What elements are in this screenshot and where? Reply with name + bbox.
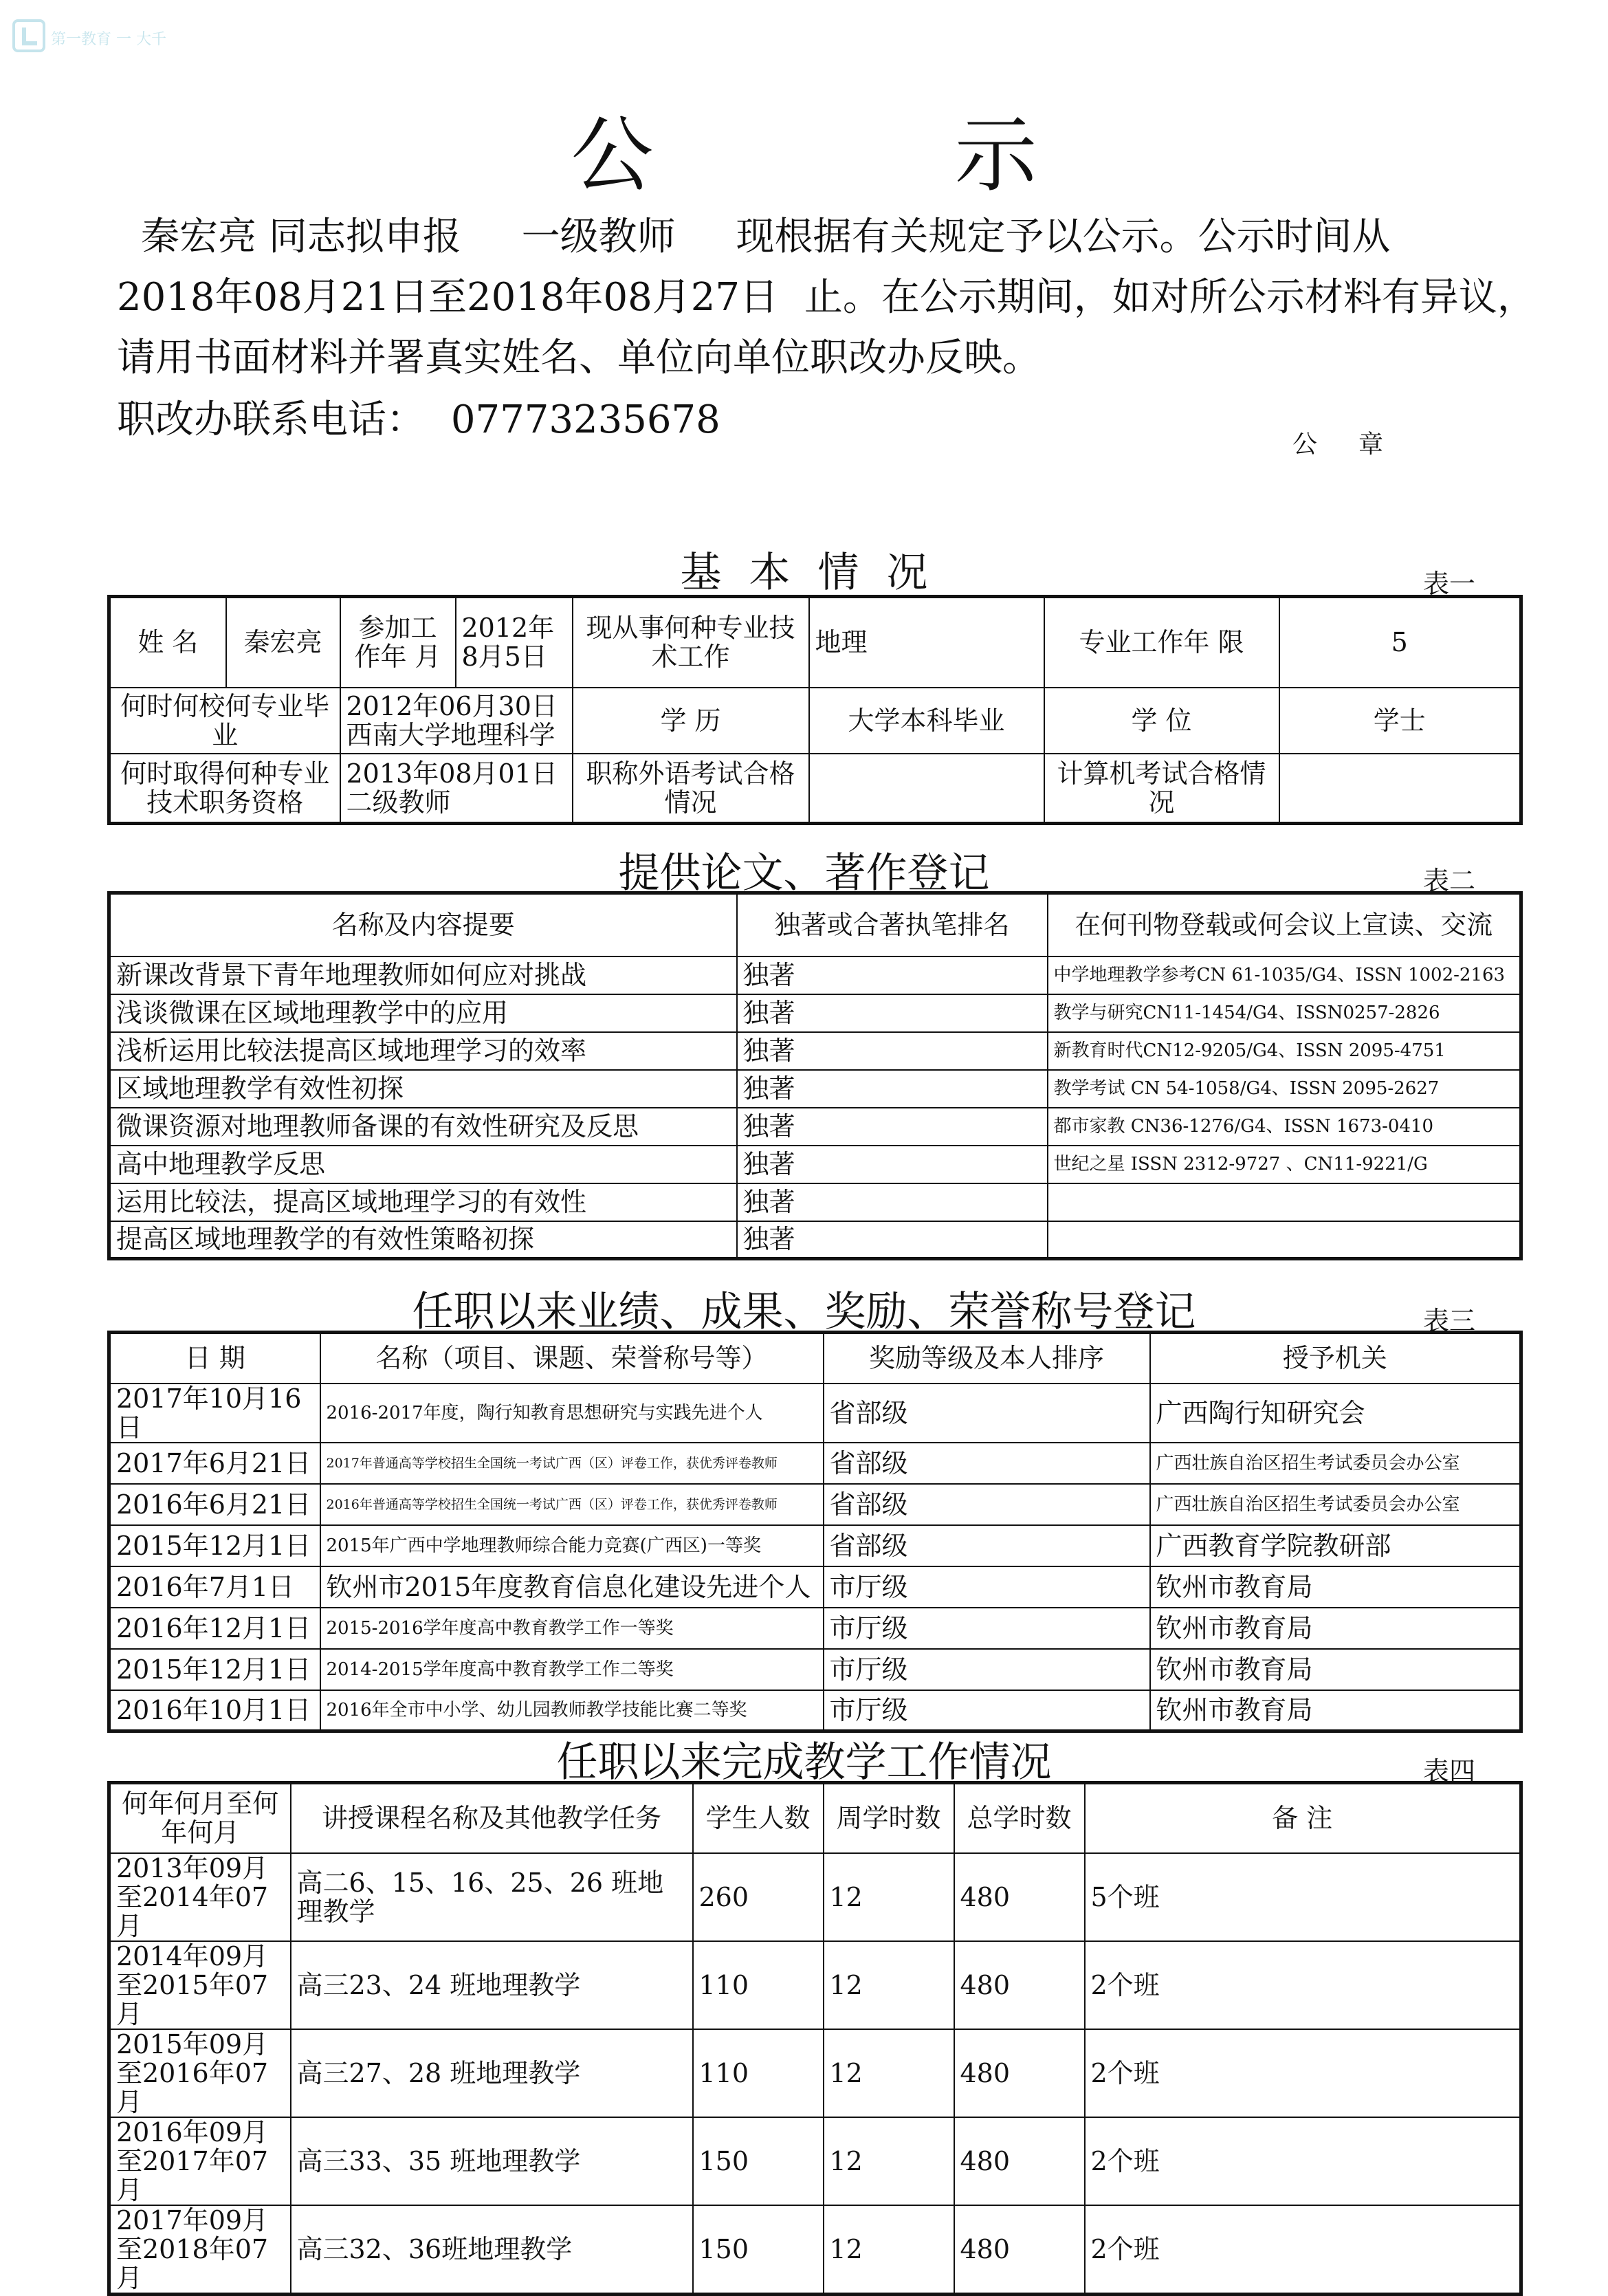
notice-text-1: 同志拟申报 (268, 215, 461, 259)
papers-header-name: 名称及内容提要 (109, 893, 737, 956)
achv-date: 2015年12月1日 (109, 1649, 320, 1690)
papers-header-publication: 在何刊物登载或何会议上宣读、交流 (1048, 893, 1521, 956)
teach-remarks: 2个班 (1085, 2029, 1521, 2117)
edu-value: 大学本科毕业 (809, 688, 1044, 754)
teach-weekly-hours: 12 (824, 1941, 954, 2029)
teach-header-students: 学生人数 (693, 1783, 824, 1853)
paper-title: 微课资源对地理教师备课的有效性研究及反思 (109, 1108, 737, 1146)
paper-publication (1048, 1221, 1521, 1259)
teach-students: 150 (693, 2205, 824, 2295)
table3-title: 任职以来业绩、成果、奖励、荣誉称号登记 (412, 1288, 1196, 1336)
paper-authorship: 独著 (737, 1108, 1048, 1146)
table-row (109, 1032, 1521, 1070)
teach-period: 2017年09月至2018年07月 (109, 2205, 291, 2295)
achv-authority: 钦州市教育局 (1150, 1649, 1521, 1690)
qualification-label: 何时取得何种专业技术职务资格 (109, 754, 340, 824)
achv-header-date: 日 期 (109, 1333, 320, 1384)
achv-date: 2016年6月21日 (109, 1484, 320, 1525)
achv-authority: 广西教育学院教研部 (1150, 1525, 1521, 1566)
achv-level: 市厅级 (824, 1566, 1150, 1608)
years-value: 5 (1279, 597, 1521, 688)
table-row (109, 1384, 1521, 1443)
achv-name: 2017年普通高等学校招生全国统一考试广西（区）评卷工作，获优秀评卷教师 (320, 1443, 824, 1484)
paper-authorship: 独著 (737, 1070, 1048, 1108)
watermark-logo (12, 15, 170, 56)
table4-tag: 表四 (1423, 1756, 1476, 1786)
table-row (109, 1484, 1521, 1525)
achv-level: 市厅级 (824, 1608, 1150, 1649)
paper-publication: 世纪之星 ISSN 2312-9727 、CN11-9221/G (1048, 1146, 1521, 1183)
paper-title: 区域地理教学有效性初探 (109, 1070, 737, 1108)
achv-name: 2016-2017年度，陶行知教育思想研究与实践先进个人 (320, 1384, 824, 1443)
computer-exam-value (1279, 754, 1521, 824)
paper-title: 浅析运用比较法提高区域地理学习的效率 (109, 1032, 737, 1070)
table-row (109, 1941, 1521, 2029)
paper-publication: 中学地理教学参考CN 61-1035/G4、ISSN 1002-2163 (1048, 956, 1521, 994)
papers-table (107, 891, 1523, 1260)
applicant-name: 秦宏亮 (141, 215, 256, 259)
teach-total-hours: 480 (954, 2029, 1085, 2117)
teach-period: 2013年09月至2014年07月 (109, 1853, 291, 1941)
teach-remarks: 5个班 (1085, 1853, 1521, 1941)
achv-date: 2016年7月1日 (109, 1566, 320, 1608)
table-row (109, 1146, 1521, 1183)
teach-remarks: 2个班 (1085, 1941, 1521, 2029)
teach-students: 110 (693, 2029, 824, 2117)
current-major-label: 现从事何种专业技术工作 (573, 597, 809, 688)
school-label: 何时何校何专业毕业 (109, 688, 340, 754)
notice-line-4 (117, 389, 720, 444)
degree-label: 学 位 (1044, 688, 1279, 754)
paper-title: 运用比较法，提高区域地理学习的有效性 (109, 1183, 737, 1221)
teach-weekly-hours: 12 (824, 2029, 954, 2117)
table-row (109, 994, 1521, 1032)
teach-header-course: 讲授课程名称及其他教学任务 (291, 1783, 693, 1853)
table-row (109, 2117, 1521, 2205)
table1-tag: 表一 (1423, 569, 1476, 599)
school-value: 2012年06月30日西南大学地理科学 (340, 688, 573, 754)
teach-header-period: 何年何月至何年何月 (109, 1783, 291, 1853)
paper-authorship: 独著 (737, 1183, 1048, 1221)
table-row (109, 1525, 1521, 1566)
paper-title: 高中地理教学反思 (109, 1146, 737, 1183)
phone-number: 07773235678 (450, 397, 720, 442)
years-label: 专业工作年 限 (1044, 597, 1279, 688)
teach-total-hours: 480 (954, 2205, 1085, 2295)
paper-title: 浅谈微课在区域地理教学中的应用 (109, 994, 737, 1032)
teach-course: 高三23、24 班地理教学 (291, 1941, 693, 2029)
work-start-value: 2012年8月5日 (456, 597, 573, 688)
table-row (109, 1853, 1521, 1941)
teaching-table (107, 1781, 1523, 2296)
teach-students: 110 (693, 1941, 824, 2029)
paper-publication: 教学与研究CN11-1454/G4、ISSN0257-2826 (1048, 994, 1521, 1032)
teach-period: 2014年09月至2015年07月 (109, 1941, 291, 2029)
teach-course: 高三32、36班地理教学 (291, 2205, 693, 2295)
achv-date: 2016年12月1日 (109, 1608, 320, 1649)
notice-line-2 (117, 267, 1536, 322)
paper-publication: 新教育时代CN12-9205/G4、ISSN 2095-4751 (1048, 1032, 1521, 1070)
achv-name: 2016年全市中小学、幼儿园教师教学技能比赛二等奖 (320, 1690, 824, 1731)
table-row (109, 1566, 1521, 1608)
paper-authorship: 独著 (737, 1221, 1048, 1259)
name-label: 姓 名 (109, 597, 226, 688)
achv-level: 省部级 (824, 1384, 1150, 1443)
edu-label: 学 历 (573, 688, 809, 754)
table-row (109, 1108, 1521, 1146)
table3-tag: 表三 (1423, 1306, 1476, 1336)
paper-title: 新课改背景下青年地理教师如何应对挑战 (109, 956, 737, 994)
table-row (109, 1070, 1521, 1108)
achv-authority: 钦州市教育局 (1150, 1690, 1521, 1731)
achv-date: 2016年10月1日 (109, 1690, 320, 1731)
achv-name: 2016年普通高等学校招生全国统一考试广西（区）评卷工作，获优秀评卷教师 (320, 1484, 824, 1525)
paper-publication: 教学考试 CN 54-1058/G4、ISSN 2095-2627 (1048, 1070, 1521, 1108)
table-row (109, 1690, 1521, 1731)
notice-dates: 2018年08月21日至2018年08月27日 (117, 275, 779, 320)
table2-title: 提供论文、著作登记 (618, 849, 990, 897)
table-row (109, 956, 1521, 994)
teach-period: 2016年09月至2017年07月 (109, 2117, 291, 2205)
teach-total-hours: 480 (954, 1853, 1085, 1941)
teach-students: 260 (693, 1853, 824, 1941)
achv-name: 2014-2015学年度高中教育教学工作二等奖 (320, 1649, 824, 1690)
achv-level: 省部级 (824, 1443, 1150, 1484)
computer-exam-label: 计算机考试合格情况 (1044, 754, 1279, 824)
achv-date: 2017年10月16日 (109, 1384, 320, 1443)
achv-authority: 广西陶行知研究会 (1150, 1384, 1521, 1443)
achv-level: 省部级 (824, 1484, 1150, 1525)
paper-title: 提高区域地理教学的有效性策略初探 (109, 1221, 737, 1259)
teach-period: 2015年09月至2016年07月 (109, 2029, 291, 2117)
teach-total-hours: 480 (954, 1941, 1085, 2029)
teach-weekly-hours: 12 (824, 2205, 954, 2295)
table-row (109, 1183, 1521, 1221)
notice-text-3: 止。在公示期间，如对所公示材料有异议， (804, 275, 1536, 320)
language-exam-value (809, 754, 1044, 824)
achv-level: 省部级 (824, 1525, 1150, 1566)
achv-date: 2015年12月1日 (109, 1525, 320, 1566)
achv-level: 市厅级 (824, 1690, 1150, 1731)
achv-header-level: 奖励等级及本人排序 (824, 1333, 1150, 1384)
paper-authorship: 独著 (737, 994, 1048, 1032)
table-row (109, 2205, 1521, 2295)
teach-header-weekly-hours: 周学时数 (824, 1783, 954, 1853)
teach-course: 高二6、15、16、25、26 班地理教学 (291, 1853, 693, 1941)
achv-header-name: 名称（项目、课题、荣誉称号等） (320, 1333, 824, 1384)
current-major-value: 地理 (809, 597, 1044, 688)
work-start-label: 参加工作年 月 (340, 597, 456, 688)
teach-weekly-hours: 12 (824, 2117, 954, 2205)
table-row (109, 1649, 1521, 1690)
achv-authority: 钦州市教育局 (1150, 1608, 1521, 1649)
achievements-table (107, 1331, 1523, 1733)
qualification-value: 2013年08月01日二级教师 (340, 754, 573, 824)
table4-title: 任职以来完成教学工作情况 (556, 1738, 1052, 1786)
achv-authority: 广西壮族自治区招生考试委员会办公室 (1150, 1443, 1521, 1484)
name-value: 秦宏亮 (226, 597, 340, 688)
paper-authorship: 独著 (737, 1146, 1048, 1183)
notice-line-1 (141, 206, 1390, 261)
paper-publication: 都市家教 CN36-1276/G4、ISSN 1673-0410 (1048, 1108, 1521, 1146)
paper-authorship: 独著 (737, 1032, 1048, 1070)
table-row (109, 1608, 1521, 1649)
table2-tag: 表二 (1423, 866, 1476, 896)
notice-line-3: 请用书面材料并署真实姓名、单位向单位职改办反映。 (117, 336, 1041, 380)
achv-authority: 广西壮族自治区招生考试委员会办公室 (1150, 1484, 1521, 1525)
table-row (109, 2029, 1521, 2117)
basic-info-table (107, 595, 1523, 825)
teach-header-total-hours: 总学时数 (954, 1783, 1085, 1853)
teach-remarks: 2个班 (1085, 2205, 1521, 2295)
achv-date: 2017年6月21日 (109, 1443, 320, 1484)
teach-remarks: 2个班 (1085, 2117, 1521, 2205)
achv-name: 2015-2016学年度高中教育教学工作一等奖 (320, 1608, 824, 1649)
achv-authority: 钦州市教育局 (1150, 1566, 1521, 1608)
applied-level: 一级教师 (521, 215, 676, 259)
teach-header-remarks: 备 注 (1085, 1783, 1521, 1853)
achv-name: 钦州市2015年度教育信息化建设先进个人 (320, 1566, 824, 1608)
language-exam-label: 职称外语考试合格情况 (573, 754, 809, 824)
page-title: 公 示 (571, 108, 1175, 204)
paper-publication (1048, 1183, 1521, 1221)
achv-level: 市厅级 (824, 1649, 1150, 1690)
paper-authorship: 独著 (737, 956, 1048, 994)
seal-label: 公章 (1292, 430, 1425, 459)
phone-label: 职改办联系电话： (117, 397, 425, 442)
degree-value: 学士 (1279, 688, 1521, 754)
table-row (109, 1443, 1521, 1484)
teach-weekly-hours: 12 (824, 1853, 954, 1941)
table1-title: 基本情况 (680, 549, 956, 597)
achv-header-authority: 授予机关 (1150, 1333, 1521, 1384)
achv-name: 2015年广西中学地理教师综合能力竞赛(广西区)一等奖 (320, 1525, 824, 1566)
logo-text: 第一教育 一 大千 (51, 31, 166, 48)
notice-text-2: 现根据有关规定予以公示。公示时间从 (736, 215, 1391, 259)
teach-students: 150 (693, 2117, 824, 2205)
teach-total-hours: 480 (954, 2117, 1085, 2205)
papers-header-authorship: 独著或合著执笔排名 (737, 893, 1048, 956)
logo-icon (12, 19, 45, 52)
teach-course: 高三27、28 班地理教学 (291, 2029, 693, 2117)
teach-course: 高三33、35 班地理教学 (291, 2117, 693, 2205)
table-row (109, 1221, 1521, 1259)
